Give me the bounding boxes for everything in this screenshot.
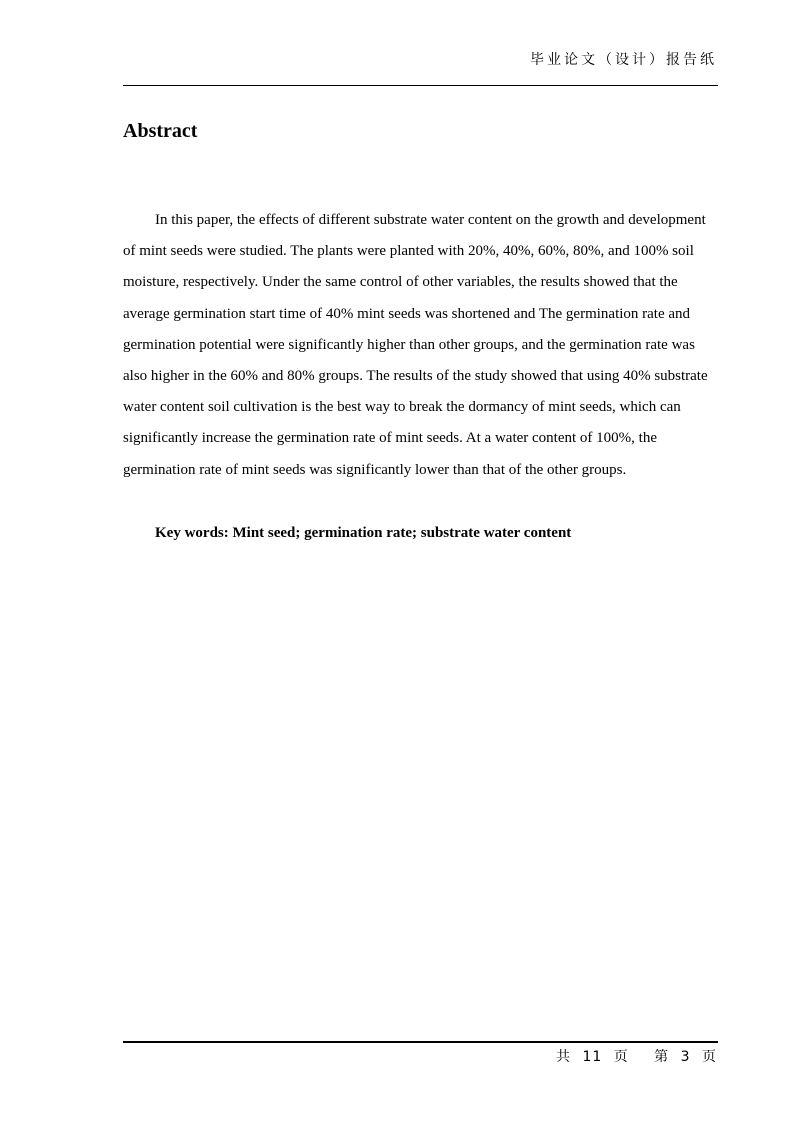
total-pages: 11 [582, 1049, 603, 1065]
abstract-text: In this paper, the effects of different substrate water content on the growth and development of mint seeds were studied. The plants were planted with 20%, 40%, 60%, 80%, and 100% soil moisture, respectively. Under the same control of other variables, the results showed that the average germination start time of 40% mint seeds was shortened and The germination rate and germination potential were significantly higher than other groups, and the germination rate was also higher in the 60% and 80% groups. The results of the study showed that using 40% substrate water content soil cultivation is the best way to break the dormancy of mint seeds, which can significantly increase the germination rate of mint seeds. At a water content of 100%, the germination rate of mint seeds was significantly lower than that of the other groups. [123, 212, 708, 478]
running-header: 毕业论文（设计）报告纸 [530, 52, 717, 68]
header-divider [123, 85, 718, 86]
keywords-line: Key words: Mint seed; germination rate; substrate water content [155, 525, 572, 541]
footer-divider [123, 1041, 718, 1043]
page-footer [550, 1046, 717, 1066]
current-page-prefix: 第 [654, 1049, 670, 1065]
total-pages-suffix: 页 [613, 1049, 629, 1065]
current-page: 3 [680, 1049, 691, 1065]
section-title: Abstract [123, 120, 198, 142]
current-page-suffix: 页 [702, 1049, 717, 1065]
total-pages-prefix: 共 [555, 1049, 571, 1065]
abstract-paragraph [123, 205, 719, 486]
